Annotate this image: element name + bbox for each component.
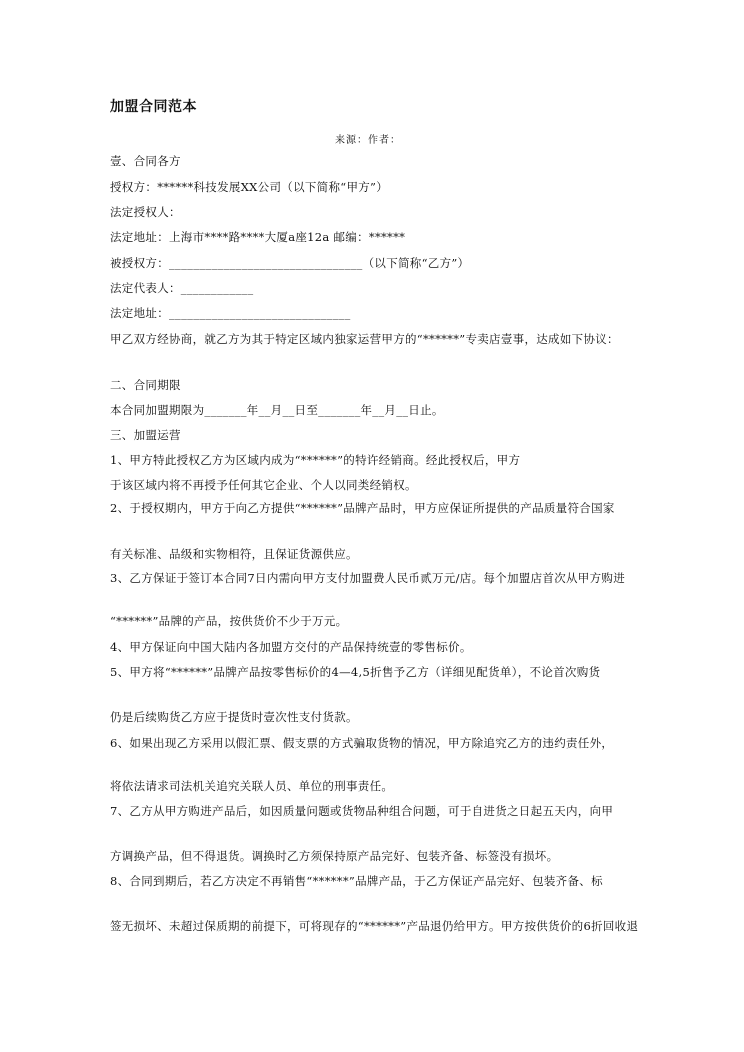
clause-3-line-2: “******”品牌的产品，按供货价不少于万元。 [110, 614, 348, 628]
term-period-line: 本合同加盟期限为_______年__月__日至_______年__月__日止。 [110, 403, 444, 417]
section-1-heading: 壹、合同各方 [110, 154, 181, 168]
clause-7-line-1: 7、乙方从甲方购进产品后，如因质量问题或货物品种组合问题，可于自进货之日起五天内，向甲 [110, 804, 614, 818]
clause-2-line-1: 2、于授权期内，甲方于向乙方提供“******”品牌产品时，甲方应保证所提供的产品质量符合国家 [110, 501, 615, 515]
licensee-address-line: 法定地址：______________________________ [110, 306, 351, 320]
licensor-address-line: 法定地址：上海市****路****大厦a座12a 邮编：****** [110, 230, 406, 244]
agreement-intro-paragraph: 甲乙双方经协商，就乙方为其于特定区域内独家运营甲方的“******”专卖店壹事，达成如下协议： [110, 332, 619, 346]
legal-representative-line: 法定代表人：____________ [110, 281, 254, 295]
clause-2-line-2: 有关标准、品级和实物相符，且保证货源供应。 [110, 547, 358, 561]
clause-8-line-2: 签无损坏、未超过保质期的前提下，可将现存的“******”产品退仍给甲方。甲方按供货价的6折回收退 [110, 919, 639, 933]
clause-4-line: 4、甲方保证向中国大陆内各加盟方交付的产品保持统壹的零售标价。 [110, 640, 472, 654]
clause-1-line-1: 1、甲方特此授权乙方为区域内成为“******”的特许经销商。经此授权后，甲方 [110, 453, 521, 467]
legal-authorized-person-line: 法定授权人： [110, 205, 181, 219]
clause-6-line-1: 6、如果出现乙方采用以假汇票、假支票的方式骗取货物的情况，甲方除追究乙方的违约责任外， [110, 736, 614, 750]
licensor-line: 授权方：******科技发展XX公司（以下简称“甲方”） [110, 180, 389, 194]
clause-7-line-2: 方调换产品，但不得退货。调换时乙方须保持原产品完好、包装齐备、标签没有损坏。 [110, 849, 559, 863]
clause-8-line-1: 8、合同到期后，若乙方决定不再销售“******”品牌产品，于乙方保证产品完好、包装齐备、标 [110, 874, 603, 888]
section-3-heading: 三、加盟运营 [110, 428, 181, 442]
section-2-heading: 二、合同期限 [110, 378, 181, 392]
licensee-line: 被授权方：________________________________（以下简称“乙方”） [110, 256, 470, 270]
clause-1-line-2: 于该区域内将不再授予任何其它企业、个人以同类经销权。 [110, 478, 417, 492]
clause-5-line-2: 仍是后续购货乙方应于提货时壹次性支付货款。 [110, 710, 358, 724]
source-author-line: 来源：作者： [335, 135, 401, 146]
clause-5-line-1: 5、甲方将“******”品牌产品按零售标价的4—4,5折售予乙方（详细见配货单），不论首次购货 [110, 665, 601, 679]
document-title: 加盟合同范本 [110, 99, 197, 115]
clause-3-line-1: 3、乙方保证于签订本合同7日内需向甲方支付加盟费人民币贰万元/店。每个加盟店首次从甲方购进 [110, 571, 626, 585]
clause-6-line-2: 将依法请求司法机关追究关联人员、单位的刑事责任。 [110, 779, 394, 793]
